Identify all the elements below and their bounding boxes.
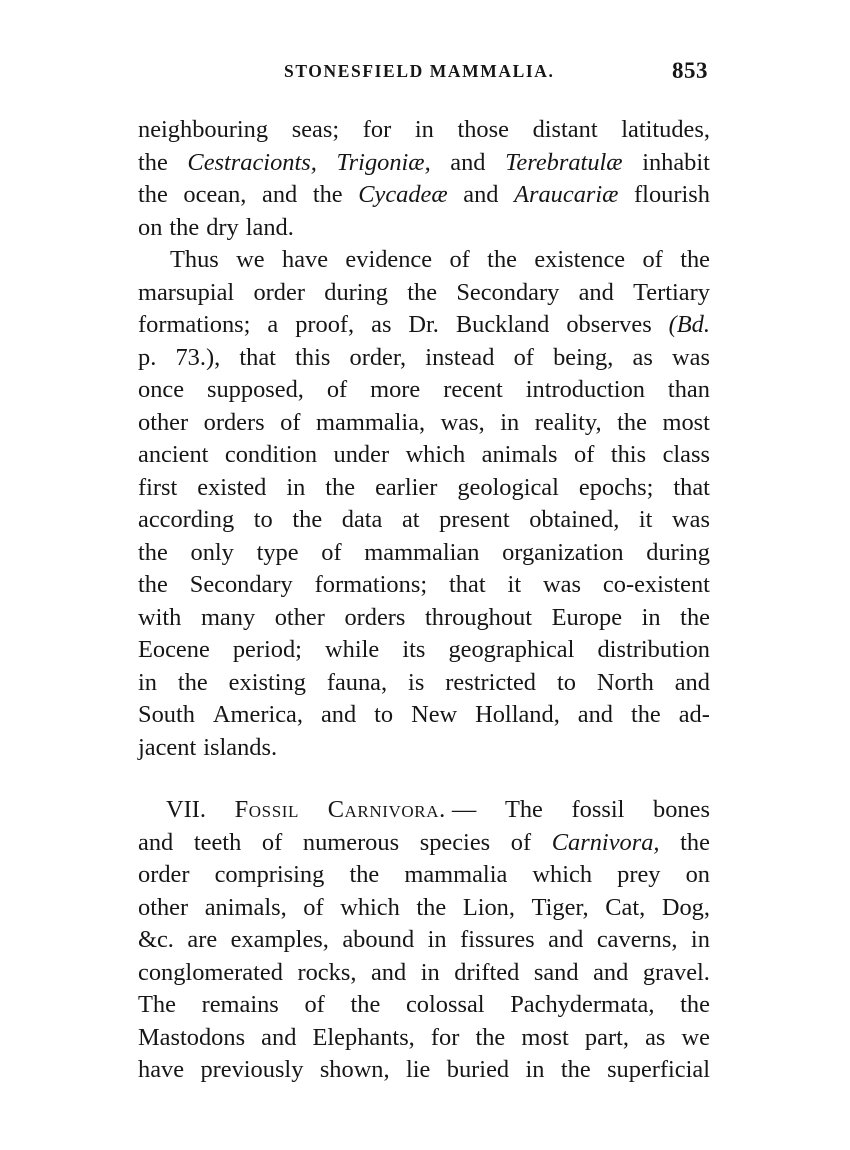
word: existed [197, 473, 267, 501]
word: fauna, [326, 668, 388, 696]
text-line [138, 114, 710, 147]
word: in [500, 408, 520, 436]
word: animals, [204, 893, 287, 921]
word: the [312, 181, 343, 208]
word: under [333, 441, 390, 468]
word: caverns, [596, 926, 678, 953]
word: organization [502, 538, 624, 566]
word: formations; [314, 571, 428, 598]
word: rocks, [297, 958, 357, 986]
word: other [138, 408, 189, 436]
word: seas; [291, 116, 340, 143]
text-line [138, 602, 710, 635]
word: type [256, 538, 299, 566]
section-title-word: Fossil [234, 796, 300, 823]
word: as [645, 1023, 666, 1051]
word: obtained, [529, 506, 620, 533]
word: the [680, 603, 710, 631]
word: than [667, 376, 710, 403]
word: most [521, 1023, 569, 1051]
text-line [138, 147, 710, 180]
text-line [138, 277, 710, 310]
word: it [638, 506, 653, 533]
text-line [138, 439, 710, 472]
word: period; [232, 636, 302, 663]
word: dry [206, 213, 239, 241]
word: on [138, 213, 163, 241]
word: New [411, 701, 458, 728]
word: it [507, 571, 522, 598]
text-line [138, 892, 710, 925]
word: in [286, 473, 306, 501]
word: orders [203, 408, 265, 436]
text-line [138, 1054, 710, 1087]
word: South [138, 701, 195, 728]
word: and [138, 828, 174, 856]
word: shown, [319, 1056, 390, 1083]
word: for [362, 116, 392, 143]
word: formations; [138, 311, 251, 338]
word: Trigoniæ, [336, 148, 431, 176]
word: &c. [138, 926, 174, 953]
text-line [138, 342, 710, 375]
word: Elephants, [312, 1023, 415, 1051]
word: colossal [405, 991, 485, 1018]
word: proof, [295, 311, 355, 338]
word: Thus [170, 246, 219, 273]
word: of [321, 538, 342, 566]
text-line [138, 957, 710, 990]
word: that [239, 343, 276, 371]
word: fissures [460, 926, 535, 953]
word: in [427, 926, 447, 953]
word: the [560, 1056, 591, 1083]
word: Pachydermata, [510, 991, 655, 1018]
paragraph-2 [138, 244, 710, 764]
word: with [138, 603, 182, 631]
word: geological [457, 473, 559, 501]
word: many [200, 603, 256, 631]
word: and [450, 148, 486, 176]
word: the [475, 1023, 506, 1051]
word: epochs; [578, 473, 654, 501]
word: the [292, 506, 323, 533]
word: latitudes, [621, 116, 710, 143]
word: the [407, 278, 438, 306]
word: of [303, 893, 324, 921]
word: order, [349, 343, 407, 371]
word: that [449, 571, 486, 598]
word: have [282, 246, 329, 273]
word: is [408, 668, 425, 696]
word: during [646, 538, 710, 566]
word: the [169, 213, 200, 241]
word: reality, [534, 408, 602, 436]
word: ad- [678, 701, 710, 728]
word: we [236, 246, 265, 273]
word: of [642, 246, 663, 273]
word: in [525, 1056, 545, 1083]
word: in [414, 116, 434, 143]
word: conglomerated [138, 958, 283, 986]
word: observes [566, 311, 652, 338]
word: which [405, 441, 466, 468]
section-title-word: Carnivora. [327, 796, 446, 823]
word: in [641, 603, 661, 631]
word: lie [406, 1056, 431, 1083]
word: and [577, 701, 613, 728]
word: present [439, 506, 510, 533]
word: as [371, 311, 392, 338]
word: Tertiary [633, 278, 710, 306]
word: co-existent [602, 571, 710, 598]
text-line [138, 179, 710, 212]
text-line [138, 537, 710, 570]
word: of [513, 343, 534, 371]
word: The [138, 991, 176, 1018]
word: the [177, 668, 208, 696]
text-line [138, 827, 710, 860]
word: in [138, 668, 157, 696]
text-line [138, 1022, 710, 1055]
word: p. [138, 343, 157, 371]
word: the [487, 246, 517, 273]
word: during [324, 278, 388, 306]
word: class [662, 441, 710, 468]
word: Cestracionts, [187, 148, 317, 176]
word: Buckland [455, 311, 550, 338]
text-line [138, 309, 710, 342]
word: Araucariæ [514, 181, 619, 208]
page-number: 853 [672, 58, 708, 83]
word: orders [344, 603, 406, 631]
word: Mastodons [138, 1023, 246, 1051]
word: was, [440, 408, 485, 436]
word: to [556, 668, 576, 696]
word: order [253, 278, 305, 306]
word: Dr. [408, 311, 439, 338]
text-line [138, 667, 710, 700]
word: first [138, 473, 178, 501]
word: Carnivora, [551, 828, 660, 856]
word: being, [553, 343, 614, 371]
word: land. [245, 213, 294, 241]
text-line [138, 634, 710, 667]
word: which [532, 861, 593, 888]
word: Terebratulæ [505, 148, 623, 176]
word: the [138, 148, 168, 176]
word: was [672, 506, 710, 533]
word: Cat, [605, 893, 646, 921]
word: on [685, 861, 710, 888]
word: teeth [193, 828, 242, 856]
word: and [370, 958, 407, 986]
paragraph-3 [138, 794, 710, 1087]
word: restricted [445, 668, 537, 696]
text-line [138, 212, 710, 245]
text-line [138, 732, 710, 765]
word: was [543, 571, 581, 598]
word: earlier [375, 473, 438, 501]
text-line [138, 374, 710, 407]
word: marsupial [138, 278, 235, 306]
word: abound [342, 926, 415, 953]
word: while [325, 636, 380, 663]
word: have [138, 1056, 185, 1083]
word: throughout [424, 603, 533, 631]
word: Europe [551, 603, 623, 631]
word: and [593, 958, 629, 986]
word: superficial [607, 1056, 710, 1083]
word: gravel. [642, 958, 710, 986]
word: of [574, 441, 595, 468]
word: instead [425, 343, 495, 371]
text-line [138, 407, 710, 440]
word: this [295, 343, 331, 371]
word: mammalia [404, 861, 508, 888]
word: islands. [203, 733, 278, 761]
word: the [680, 828, 710, 856]
word: of [261, 828, 283, 856]
word: of [326, 376, 348, 403]
word: distant [532, 116, 598, 143]
word: the [138, 181, 168, 208]
word: order [138, 861, 190, 888]
word: a [267, 311, 279, 338]
word: Holland, [475, 701, 560, 728]
word: comprising [214, 861, 325, 888]
section-title-group [328, 794, 477, 827]
word: mammalia, [316, 408, 426, 436]
text-line [138, 504, 710, 537]
text-line [138, 924, 710, 957]
word: to [374, 701, 394, 728]
text-line [138, 989, 710, 1022]
word: Tiger, [531, 893, 589, 921]
word: those [457, 116, 509, 143]
word: (Bd. [668, 311, 710, 338]
em-dash: — [451, 796, 477, 823]
word: the [349, 861, 380, 888]
word: existence [534, 246, 626, 273]
word: condition [224, 441, 318, 468]
section-break [138, 764, 710, 794]
word: the [138, 571, 168, 598]
word: drifted [454, 958, 520, 986]
word: most [662, 408, 710, 436]
word: the [680, 991, 710, 1018]
word: of [449, 246, 470, 273]
word: and [578, 278, 614, 306]
word: part, [584, 1023, 629, 1051]
word: and [548, 926, 584, 953]
word: in [420, 958, 440, 986]
word: jacent [138, 733, 197, 761]
word: examples, [230, 926, 329, 953]
word: Secondary [456, 278, 560, 306]
word: and [674, 668, 710, 696]
word: the [617, 408, 647, 436]
word: ocean, [183, 181, 247, 208]
word: which [340, 893, 400, 921]
word: we [681, 1023, 710, 1051]
word: at [401, 506, 420, 533]
word: and [463, 181, 499, 208]
word: to [253, 506, 273, 533]
word: and [262, 181, 298, 208]
word: remains [201, 991, 279, 1018]
word: prey [617, 861, 661, 888]
word: The [504, 796, 543, 823]
word: once [138, 376, 185, 403]
word: buried [446, 1056, 510, 1083]
word: Lion, [462, 893, 515, 921]
word: of [280, 408, 301, 436]
word: sand [533, 958, 579, 986]
word: was [672, 343, 710, 371]
word: the [325, 473, 356, 501]
text-line [138, 859, 710, 892]
word: 73.), [175, 343, 221, 371]
body-text [138, 114, 710, 1087]
word: and [261, 1023, 297, 1051]
word: previously [200, 1056, 304, 1083]
word: recent [443, 376, 503, 403]
word: distribution [597, 636, 710, 663]
word: evidence [345, 246, 433, 273]
section-heading-line [138, 794, 710, 827]
word: of [510, 828, 532, 856]
text-line [138, 569, 710, 602]
running-head [138, 58, 710, 92]
word: this [610, 441, 647, 468]
word: neighbouring [138, 116, 269, 143]
word: North [596, 668, 654, 696]
word: are [187, 926, 218, 953]
word: more [370, 376, 421, 403]
word: its [402, 636, 426, 663]
word: inhabit [642, 148, 710, 176]
text-line [138, 699, 710, 732]
word: flourish [634, 181, 710, 208]
book-page [138, 58, 710, 1087]
word: the [680, 246, 710, 273]
word: supposed, [207, 376, 304, 403]
word: that [673, 473, 710, 501]
word: Cycadeæ [358, 181, 448, 208]
word: Eocene [138, 636, 210, 663]
word: according [138, 506, 235, 533]
word: in [690, 926, 710, 953]
word: only [190, 538, 234, 566]
word: animals [481, 441, 558, 468]
word: as [632, 343, 653, 371]
word: the [138, 538, 168, 566]
word: for [430, 1023, 460, 1051]
word: other [138, 893, 189, 921]
word: existing [228, 668, 306, 696]
word: America, [212, 701, 303, 728]
word: geographical [448, 636, 575, 663]
word: the [416, 893, 447, 921]
paragraph-1 [138, 114, 710, 244]
word: bones [653, 796, 710, 823]
running-title: STONESFIELD MAMMALIA. [284, 61, 555, 81]
word: and [320, 701, 357, 728]
word: fossil [571, 796, 625, 823]
word: mammalian [364, 538, 480, 566]
word: the [630, 701, 661, 728]
word: introduction [525, 376, 645, 403]
word: ancient [138, 441, 209, 468]
text-line [138, 244, 710, 277]
word: numerous [302, 828, 400, 856]
word: of [304, 991, 325, 1018]
word: other [274, 603, 325, 631]
word: species [419, 828, 491, 856]
word: data [341, 506, 383, 533]
word: Secondary [189, 571, 293, 598]
word: Dog, [661, 893, 710, 921]
word: the [350, 991, 381, 1018]
section-number: VII. [166, 796, 206, 823]
text-line [138, 472, 710, 505]
